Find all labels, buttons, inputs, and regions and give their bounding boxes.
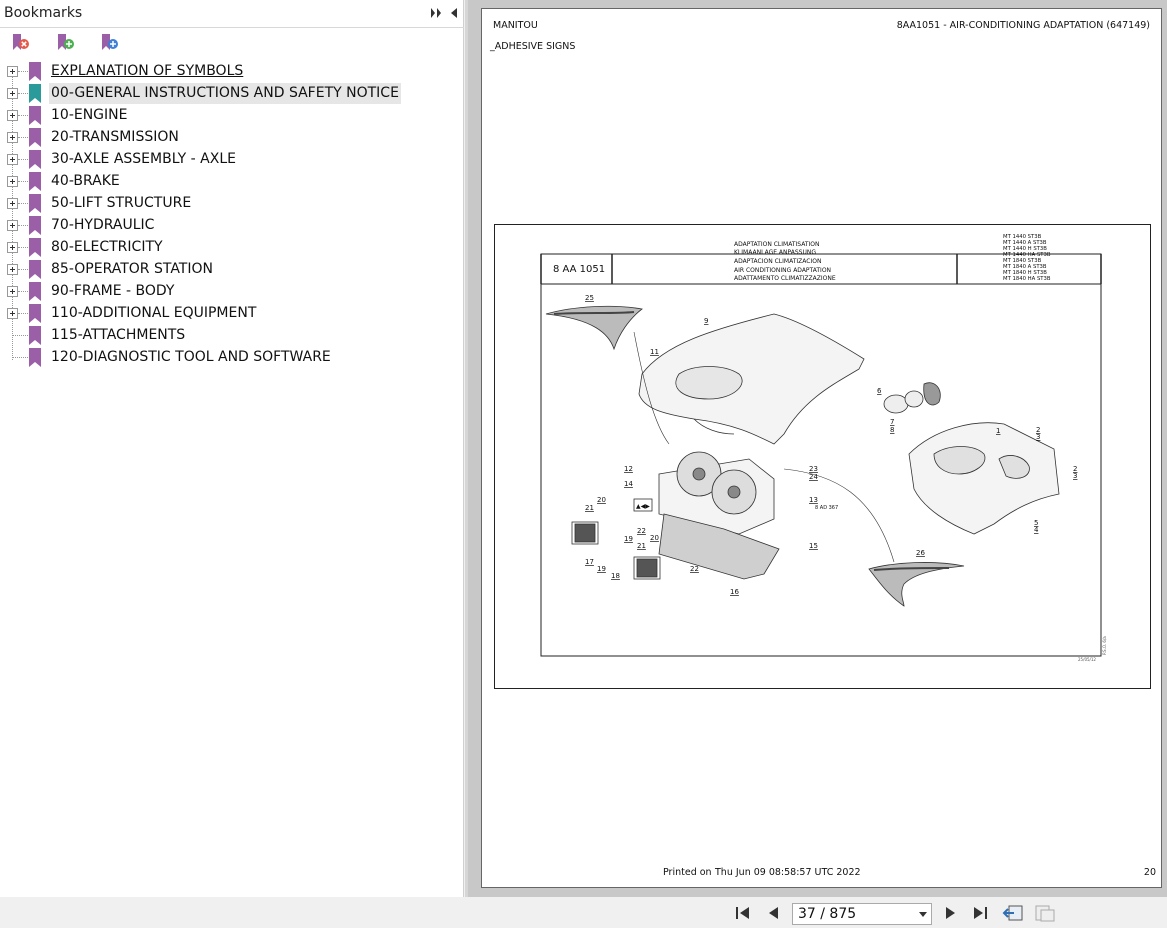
bookmark-explanation-of-symbols[interactable] [0, 60, 464, 82]
hide-panel-icon[interactable] [447, 5, 461, 21]
bookmark-operator-station[interactable] [0, 258, 464, 280]
drawing-title: ADAPTATION CLIMATISATION [734, 241, 820, 248]
callout: 23 [809, 465, 818, 473]
bookmark-axle-assembly[interactable] [0, 148, 464, 170]
expand-toggle-icon[interactable] [7, 110, 18, 121]
bookmarks-panel [0, 0, 464, 897]
callout: 11 [650, 348, 659, 356]
bookmark-icon [29, 172, 41, 191]
svg-text:▲◀▶: ▲◀▶ [636, 503, 650, 510]
bookmark-icon [29, 282, 41, 301]
bookmark-icon [29, 348, 41, 367]
bookmark-transmission[interactable] [0, 126, 464, 148]
callout: 18 [611, 572, 620, 580]
expand-toggle-icon[interactable] [7, 308, 18, 319]
callout: 9 [704, 317, 709, 325]
page-number: 20 [1143, 867, 1156, 878]
bookmark-icon [29, 150, 41, 169]
drawing-title: ADATTAMENTO CLIMATIZZAZIONE [734, 275, 836, 282]
callout: 22 [637, 527, 646, 535]
callout: 4 [1034, 526, 1039, 534]
callout: 20 [597, 496, 606, 504]
callout: 16 [730, 588, 739, 596]
bookmarks-header [0, 0, 464, 28]
callout: 12 [624, 465, 633, 473]
model-label: MT 1840 ST3B [1003, 258, 1042, 264]
next-page-icon[interactable] [940, 904, 960, 922]
callout: 15 [809, 542, 818, 550]
previous-page-icon[interactable] [764, 904, 784, 922]
lamp-part-right [634, 557, 660, 579]
bookmark-attachments[interactable] [0, 324, 464, 346]
add-bookmark-icon[interactable] [54, 32, 76, 54]
expand-toggle-icon[interactable] [7, 66, 18, 77]
pdf-page [481, 8, 1162, 888]
bookmark-icon [29, 304, 41, 323]
bookmarks-title: Bookmarks [4, 5, 83, 21]
expand-panel-icon[interactable] [428, 5, 444, 21]
bookmark-icon [29, 238, 41, 257]
callout: 6 [877, 387, 882, 395]
model-label: MT 1840 A ST3B [1003, 264, 1047, 270]
bookmark-electricity[interactable] [0, 236, 464, 258]
document-viewer [468, 0, 1167, 897]
model-label: MT 1440 A ST3B [1003, 240, 1047, 246]
expand-toggle-icon[interactable] [7, 242, 18, 253]
callout: 26 [916, 549, 925, 557]
bookmark-active-icon [29, 84, 41, 103]
callout: 21 [637, 542, 646, 550]
callout: 13 [809, 496, 818, 504]
chevron-down-icon[interactable] [919, 912, 927, 917]
model-label: MT 1440 HA ST3B [1003, 252, 1051, 258]
bookmark-label: 115-ATTACHMENTS [51, 327, 186, 343]
drawing-title: AIR CONDITIONING ADAPTATION [734, 267, 832, 274]
bookmark-label: 85-OPERATOR STATION [51, 261, 213, 277]
bookmark-hydraulic[interactable] [0, 214, 464, 236]
bookmark-label: 10-ENGINE [51, 107, 128, 123]
callout: 19 [624, 535, 633, 543]
bookmark-icon [29, 106, 41, 125]
callout: 5 [1034, 519, 1039, 527]
callout: 2 [1073, 465, 1078, 473]
expand-toggle-icon[interactable] [7, 264, 18, 275]
printed-on-label: Printed on [663, 867, 712, 878]
bookmark-icon [29, 326, 41, 345]
bookmark-label: 30-AXLE ASSEMBLY - AXLE [51, 151, 236, 167]
expand-toggle-icon[interactable] [7, 88, 18, 99]
callout: 8 [890, 426, 895, 434]
bookmark-label: 00-GENERAL INSTRUCTIONS AND SAFETY NOTICE [49, 83, 401, 104]
model-label: MT 1440 H ST3B [1003, 246, 1047, 252]
bookmark-general-instructions[interactable] [0, 82, 464, 104]
bookmark-diagnostic-tool[interactable] [0, 346, 464, 368]
date-code: 25/05/12 [1078, 657, 1096, 662]
callout: 2 [1036, 426, 1041, 434]
callout: 20 [650, 534, 659, 542]
drawing-ref: 8 AA 1051 [553, 264, 606, 275]
expand-toggle-icon[interactable] [7, 176, 18, 187]
model-label: MT 1440 ST3B [1003, 234, 1042, 240]
bookmark-label: 80-ELECTRICITY [51, 239, 163, 255]
delete-bookmark-icon[interactable] [9, 32, 31, 54]
callout: 3 [1073, 472, 1078, 480]
bookmark-additional-equipment[interactable] [0, 302, 464, 324]
page-indicator: 37 / 875 [798, 906, 857, 922]
add-child-bookmark-icon[interactable] [98, 32, 120, 54]
model-label: MT 1840 H ST3B [1003, 270, 1047, 276]
bookmark-icon [29, 128, 41, 147]
bookmark-label: 70-HYDRAULIC [51, 217, 155, 233]
drawing-title: ADAPTACION CLIMATIZACION [734, 258, 822, 265]
bookmark-label: 120-DIAGNOSTIC TOOL AND SOFTWARE [51, 349, 331, 365]
bookmark-label: 50-LIFT STRUCTURE [51, 195, 192, 211]
previous-view-icon[interactable] [1002, 904, 1024, 922]
callout: 19 [597, 565, 606, 573]
page-navigation-bar [0, 897, 1167, 928]
bookmark-frame-body[interactable] [0, 280, 464, 302]
bookmark-engine[interactable] [0, 104, 464, 126]
lamp-part-left [572, 522, 598, 544]
bookmark-lift-structure[interactable] [0, 192, 464, 214]
bookmark-icon [29, 260, 41, 279]
bookmark-label: 110-ADDITIONAL EQUIPMENT [51, 305, 257, 321]
bookmark-icon [29, 62, 41, 81]
page-number-combobox[interactable] [792, 903, 932, 925]
bookmark-icon [29, 194, 41, 213]
model-label: MT 1840 HA ST3B [1003, 276, 1051, 282]
callout: 17 [585, 558, 594, 566]
bookmark-brake[interactable] [0, 170, 464, 192]
bookmark-label: 20-TRANSMISSION [51, 129, 179, 145]
callout: 3 [1036, 433, 1041, 441]
expand-toggle-icon[interactable] [7, 132, 18, 143]
bookmark-label: EXPLANATION OF SYMBOLS [51, 63, 244, 79]
first-page-icon[interactable] [733, 904, 753, 922]
page-header-left: MANITOU [493, 20, 538, 31]
callout: 22 [690, 565, 699, 573]
bookmark-icon [29, 216, 41, 235]
callout: 14 [624, 480, 633, 488]
last-page-icon[interactable] [970, 904, 990, 922]
bookmark-label: 40-BRAKE [51, 173, 120, 189]
drawing-title: KLIMAANLAGE ANPASSUNG [734, 249, 816, 256]
expand-toggle-icon[interactable] [7, 154, 18, 165]
callout: 1 [996, 427, 1001, 435]
expand-toggle-icon[interactable] [7, 286, 18, 297]
parts-drawing [494, 224, 1151, 689]
expand-toggle-icon[interactable] [7, 198, 18, 209]
callout: 24 [809, 473, 818, 481]
side-code: P.S.O. 6/a [1102, 636, 1107, 655]
expand-toggle-icon[interactable] [7, 220, 18, 231]
page-subtitle: _ADHESIVE SIGNS [490, 41, 576, 52]
next-view-icon[interactable] [1034, 904, 1056, 922]
callout: 25 [585, 294, 594, 302]
callout: 7 [890, 418, 895, 426]
page-header-right: 8AA1051 - AIR-CONDITIONING ADAPTATION (647149) [896, 20, 1150, 31]
printed-on-date: Thu Jun 09 08:58:57 UTC 2022 [715, 867, 861, 878]
bookmarks-toolbar [0, 30, 464, 58]
part-reference: 8 AD 367 [815, 505, 839, 511]
callout: 21 [585, 504, 594, 512]
bookmark-label: 90-FRAME - BODY [51, 283, 175, 299]
